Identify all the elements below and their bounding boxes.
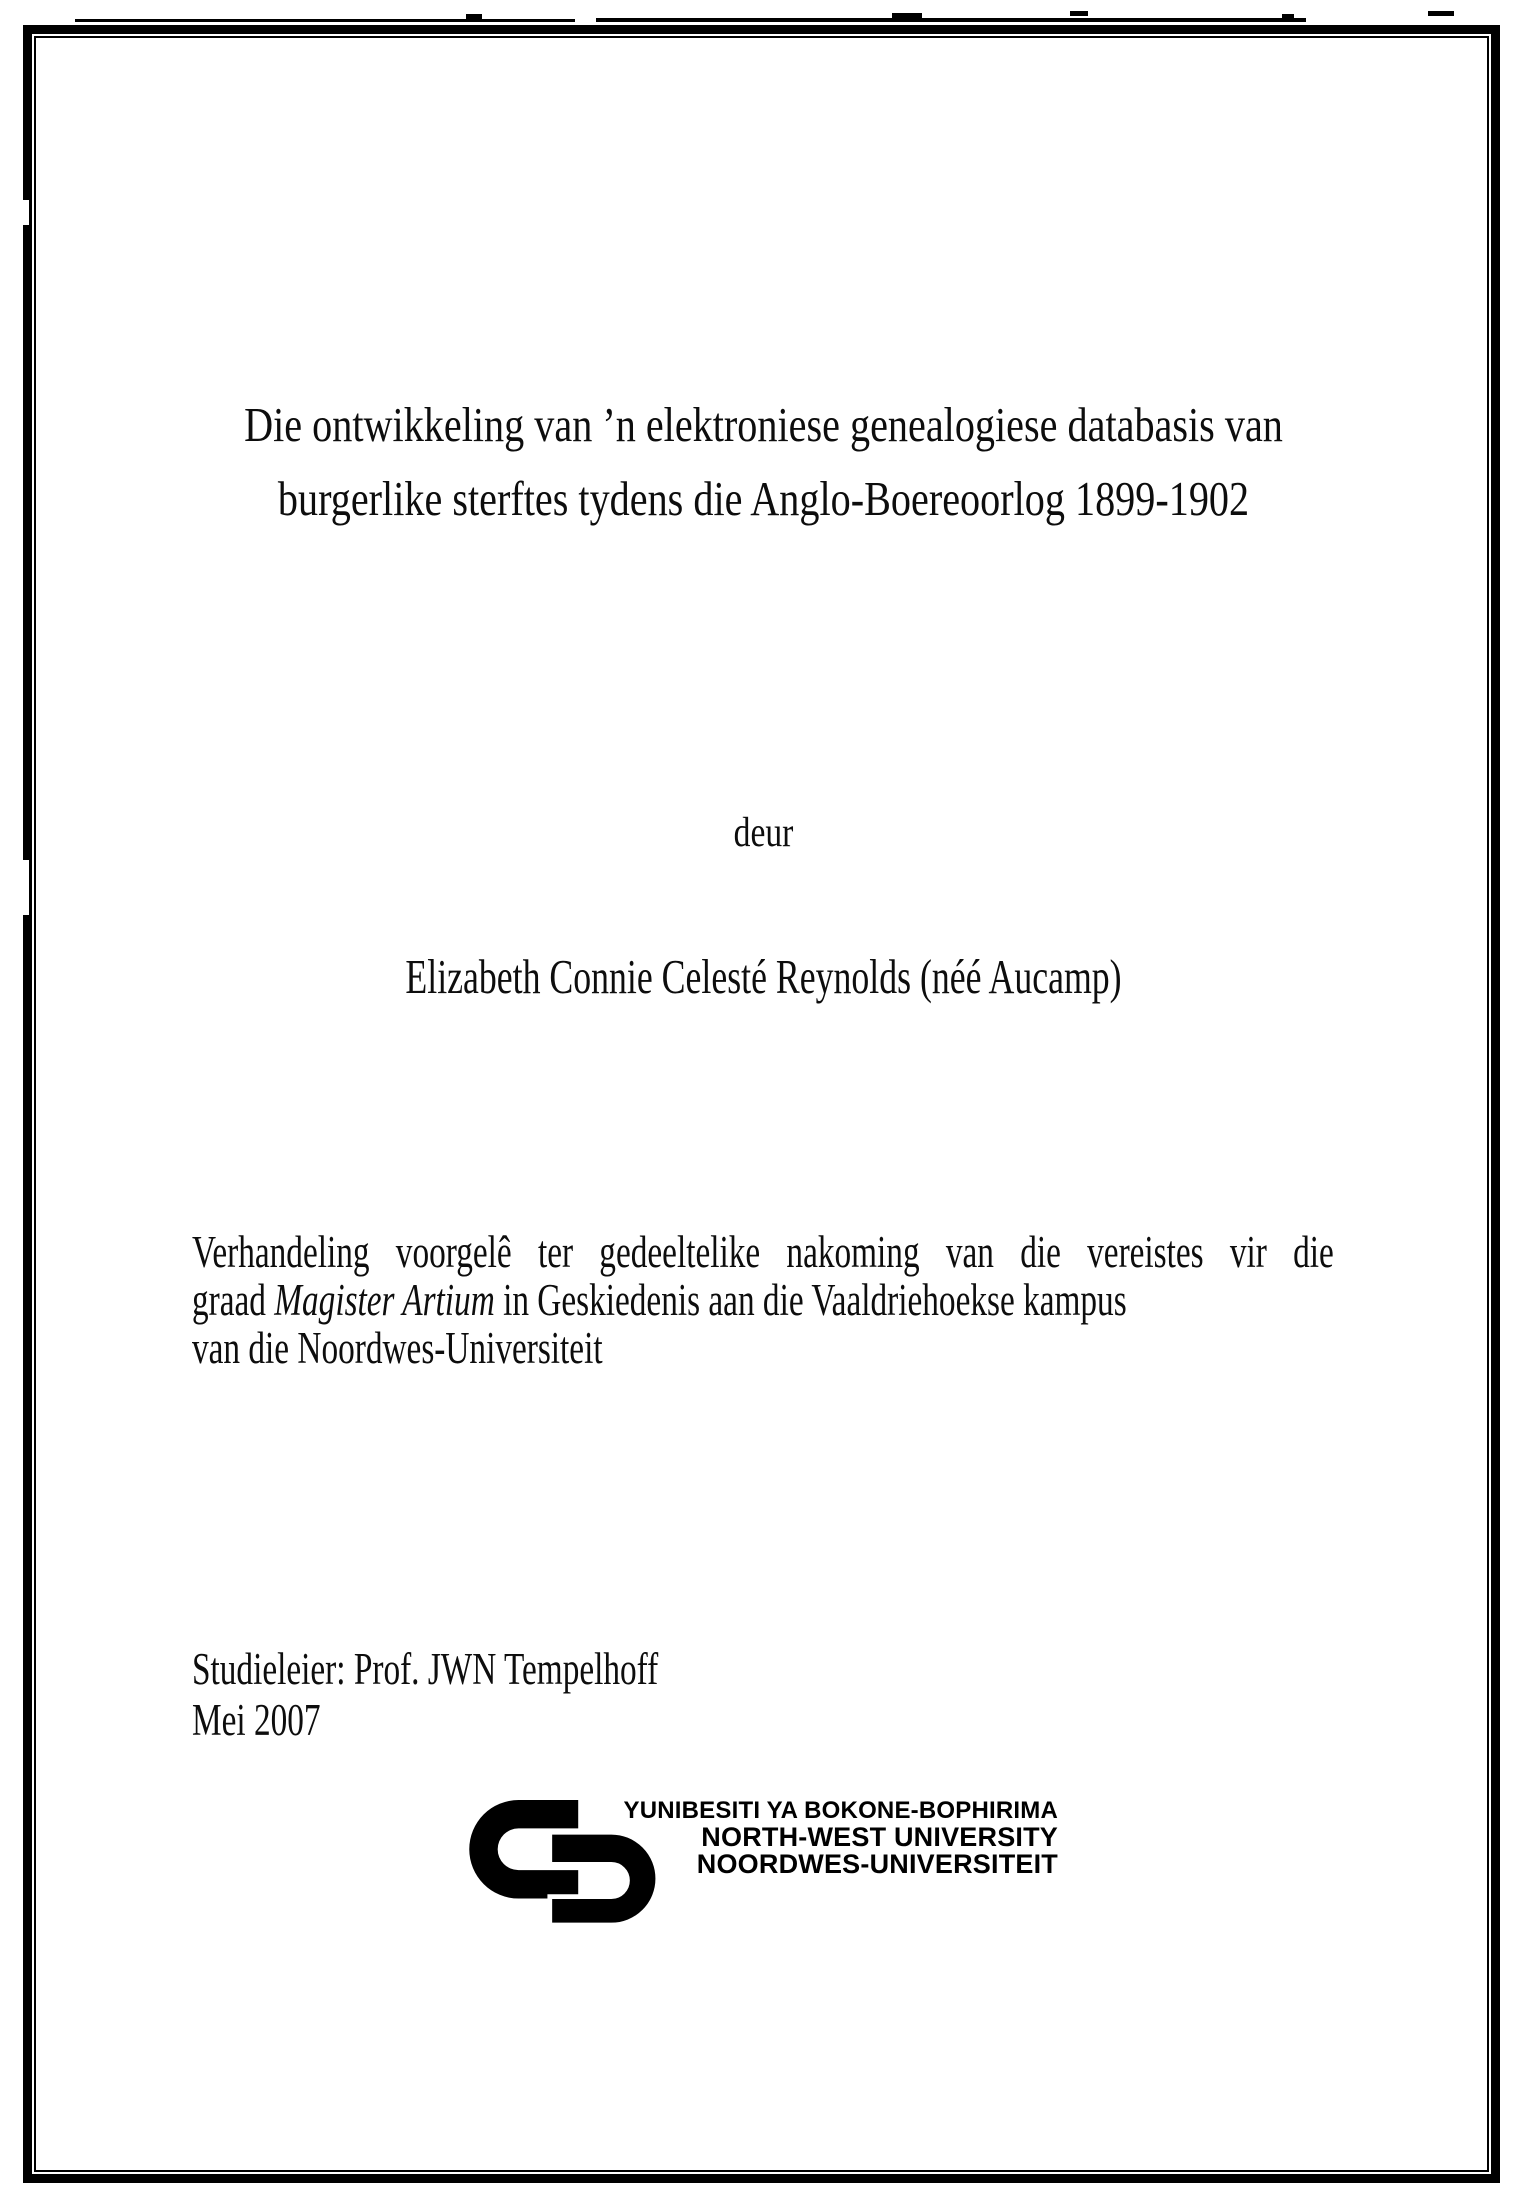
degree-statement-line1: Verhandeling voorgelê ter gedeeltelike nakoming van die vereistes vir die xyxy=(192,1227,1334,1277)
scan-streak xyxy=(596,18,1306,22)
author-name: Elizabeth Connie Celesté Reynolds (néé Aucamp) xyxy=(405,949,1122,1004)
university-logo xyxy=(469,1797,1089,1950)
supervisor-line: Studieleier: Prof. JWN Tempelhoff xyxy=(192,1644,659,1694)
byline: deur xyxy=(733,810,794,856)
degree-name-italic: Magister Artium xyxy=(274,1275,495,1325)
scan-speck xyxy=(892,13,922,18)
date-line: Mei 2007 xyxy=(192,1695,321,1745)
university-name-english: NORTH-WEST UNIVERSITY xyxy=(701,1822,1058,1852)
degree-statement-line2-pre: graad xyxy=(192,1275,275,1325)
university-name-setswana: YUNIBESITI YA BOKONE-BOPHIRIMA xyxy=(623,1797,1058,1824)
degree-statement-line2-post: in Geskiedenis aan die Vaaldriehoekse kampus xyxy=(494,1275,1127,1325)
scan-border-nick xyxy=(22,200,29,225)
scan-speck xyxy=(1070,11,1088,16)
thesis-title-line1: Die ontwikkeling van ’n elektroniese genealogiese databasis van xyxy=(244,397,1283,452)
university-logo-text xyxy=(558,1797,1058,1878)
university-name-afrikaans: NOORDWES-UNIVERSITEIT xyxy=(696,1849,1058,1879)
scan-border-nick xyxy=(22,860,29,915)
thesis-title xyxy=(137,388,1389,536)
thesis-title-line2: burgerlike sterftes tydens die Anglo-Boereoorlog 1899-1902 xyxy=(277,471,1250,526)
scan-streak xyxy=(75,19,575,22)
degree-statement-line3: van die Noordwes-Universiteit xyxy=(192,1323,603,1373)
degree-statement xyxy=(192,1228,1334,1372)
degree-statement-line2 xyxy=(192,1276,1334,1324)
scan-speck xyxy=(466,14,482,20)
supervisor-block xyxy=(192,1644,1006,1746)
scan-speck xyxy=(1282,14,1294,18)
scan-speck xyxy=(1428,11,1454,16)
